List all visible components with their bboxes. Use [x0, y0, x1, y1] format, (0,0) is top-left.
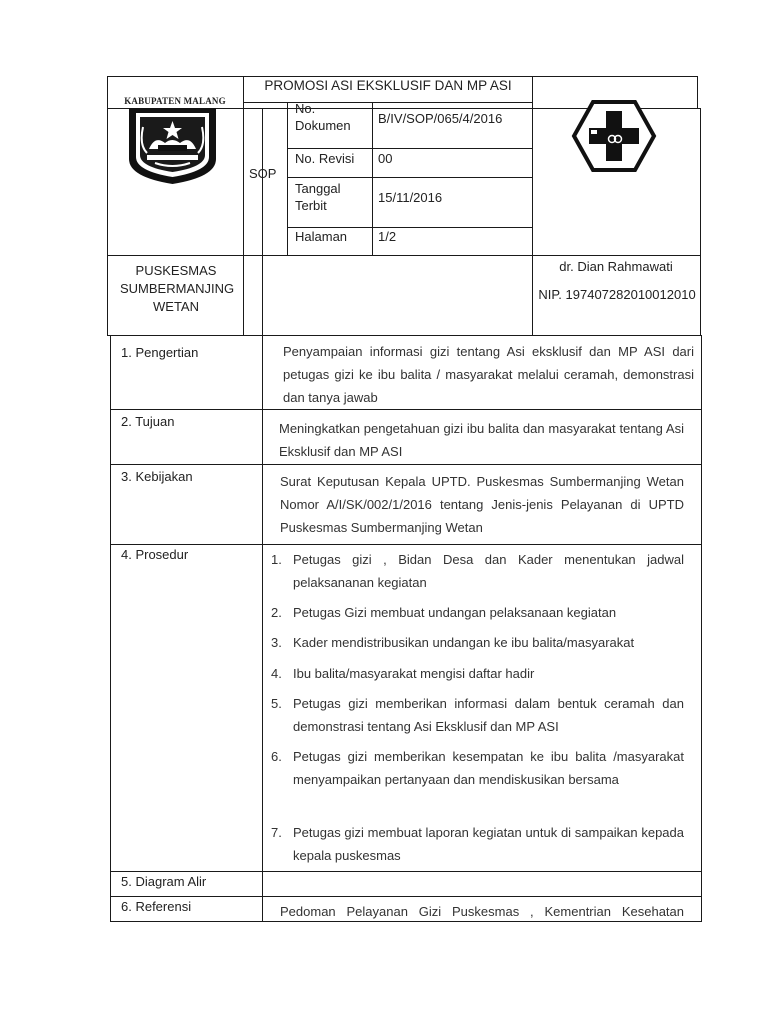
field-label-halaman: Halaman — [295, 229, 348, 244]
section-label-pengertian: 1. Pengertian — [121, 345, 199, 360]
field-label-revisi: No. Revisi — [295, 151, 355, 166]
section-label-prosedur: 4. Prosedur — [121, 547, 189, 562]
step-text: Petugas gizi , Bidan Desa dan Kader menentukan jadwal pelaksananan kegiatan — [293, 552, 684, 590]
section-label-tujuan: 2. Tujuan — [121, 414, 175, 429]
tujuan-text: Meningkatkan pengetahuan gizi ibu balita dan masyarakat tentang Asi Eksklusif dan MP ASI — [279, 421, 684, 459]
field-value-revisi: 00 — [378, 151, 393, 166]
section-label-diagram: 5. Diagram Alir — [121, 874, 207, 889]
step-number: 4. — [271, 666, 282, 681]
field-label-tanggal: Tanggal Terbit — [295, 181, 341, 213]
step-number: 3. — [271, 635, 282, 650]
step-number: 2. — [271, 605, 282, 620]
kebijakan-text: Surat Keputusan Kepala UPTD. Puskesmas Sumbermanjing Wetan Nomor A/I/SK/002/1/2016 tentang Jenis-jenis Pelayanan di UPTD Puskesmas Sumbermanjing Wetan — [280, 474, 684, 535]
step-text: Kader mendistribusikan undangan ke ibu balita/masyarakat — [293, 635, 635, 650]
logo-label: KABUPATEN MALANG — [124, 96, 226, 106]
step-number: 7. — [271, 825, 282, 840]
signer-nip: NIP. 197407282010012010 — [538, 287, 696, 302]
field-value-halaman: 1/2 — [378, 229, 397, 244]
sop-label: SOP — [249, 166, 277, 181]
pengertian-text: Penyampaian informasi gizi tentang Asi eksklusif dan MP ASI dari petugas gizi ke ibu balita / masyarakat melalui ceramah, demonstrasi dan tanya jawab — [283, 344, 694, 405]
institution-name: PUSKESMAS SUMBERMANJING WETAN — [120, 263, 235, 314]
step-number: 5. — [271, 696, 282, 711]
field-label-dokumen: No. Dokumen — [295, 101, 351, 133]
field-value-tanggal: 15/11/2016 — [378, 190, 443, 205]
puskesmas-logo-icon — [571, 99, 657, 173]
step-text: Petugas gizi membuat laporan kegiatan untuk di sampaikan kepada kepala puskesmas — [293, 825, 684, 863]
step-number: 6. — [271, 749, 282, 764]
section-label-kebijakan: 3. Kebijakan — [121, 469, 193, 484]
crest-icon — [125, 107, 220, 185]
step-number: 1. — [271, 552, 282, 567]
signer-name: dr. Dian Rahmawati — [559, 259, 673, 274]
step-text: Ibu balita/masyarakat mengisi daftar hadir — [293, 666, 535, 681]
step-text: Petugas Gizi membuat undangan pelaksanaan kegiatan — [293, 605, 617, 620]
section-label-referensi: 6. Referensi — [121, 899, 192, 914]
referensi-text: Pedoman Pelayanan Gizi Puskesmas , Kementrian Kesehatan — [280, 904, 684, 919]
field-value-dokumen: B/IV/SOP/065/4/2016 — [378, 111, 503, 126]
page-title: PROMOSI ASI EKSKLUSIF DAN MP ASI — [264, 78, 512, 93]
step-text: Petugas gizi memberikan informasi dalam bentuk ceramah dan demonstrasi tentang Asi Eksklusif dan MP ASI — [293, 696, 684, 734]
step-text: Petugas gizi memberikan kesempatan ke ibu balita /masyarakat menyampaikan pertanyaan dan mendiskusikan bersama — [293, 749, 684, 787]
